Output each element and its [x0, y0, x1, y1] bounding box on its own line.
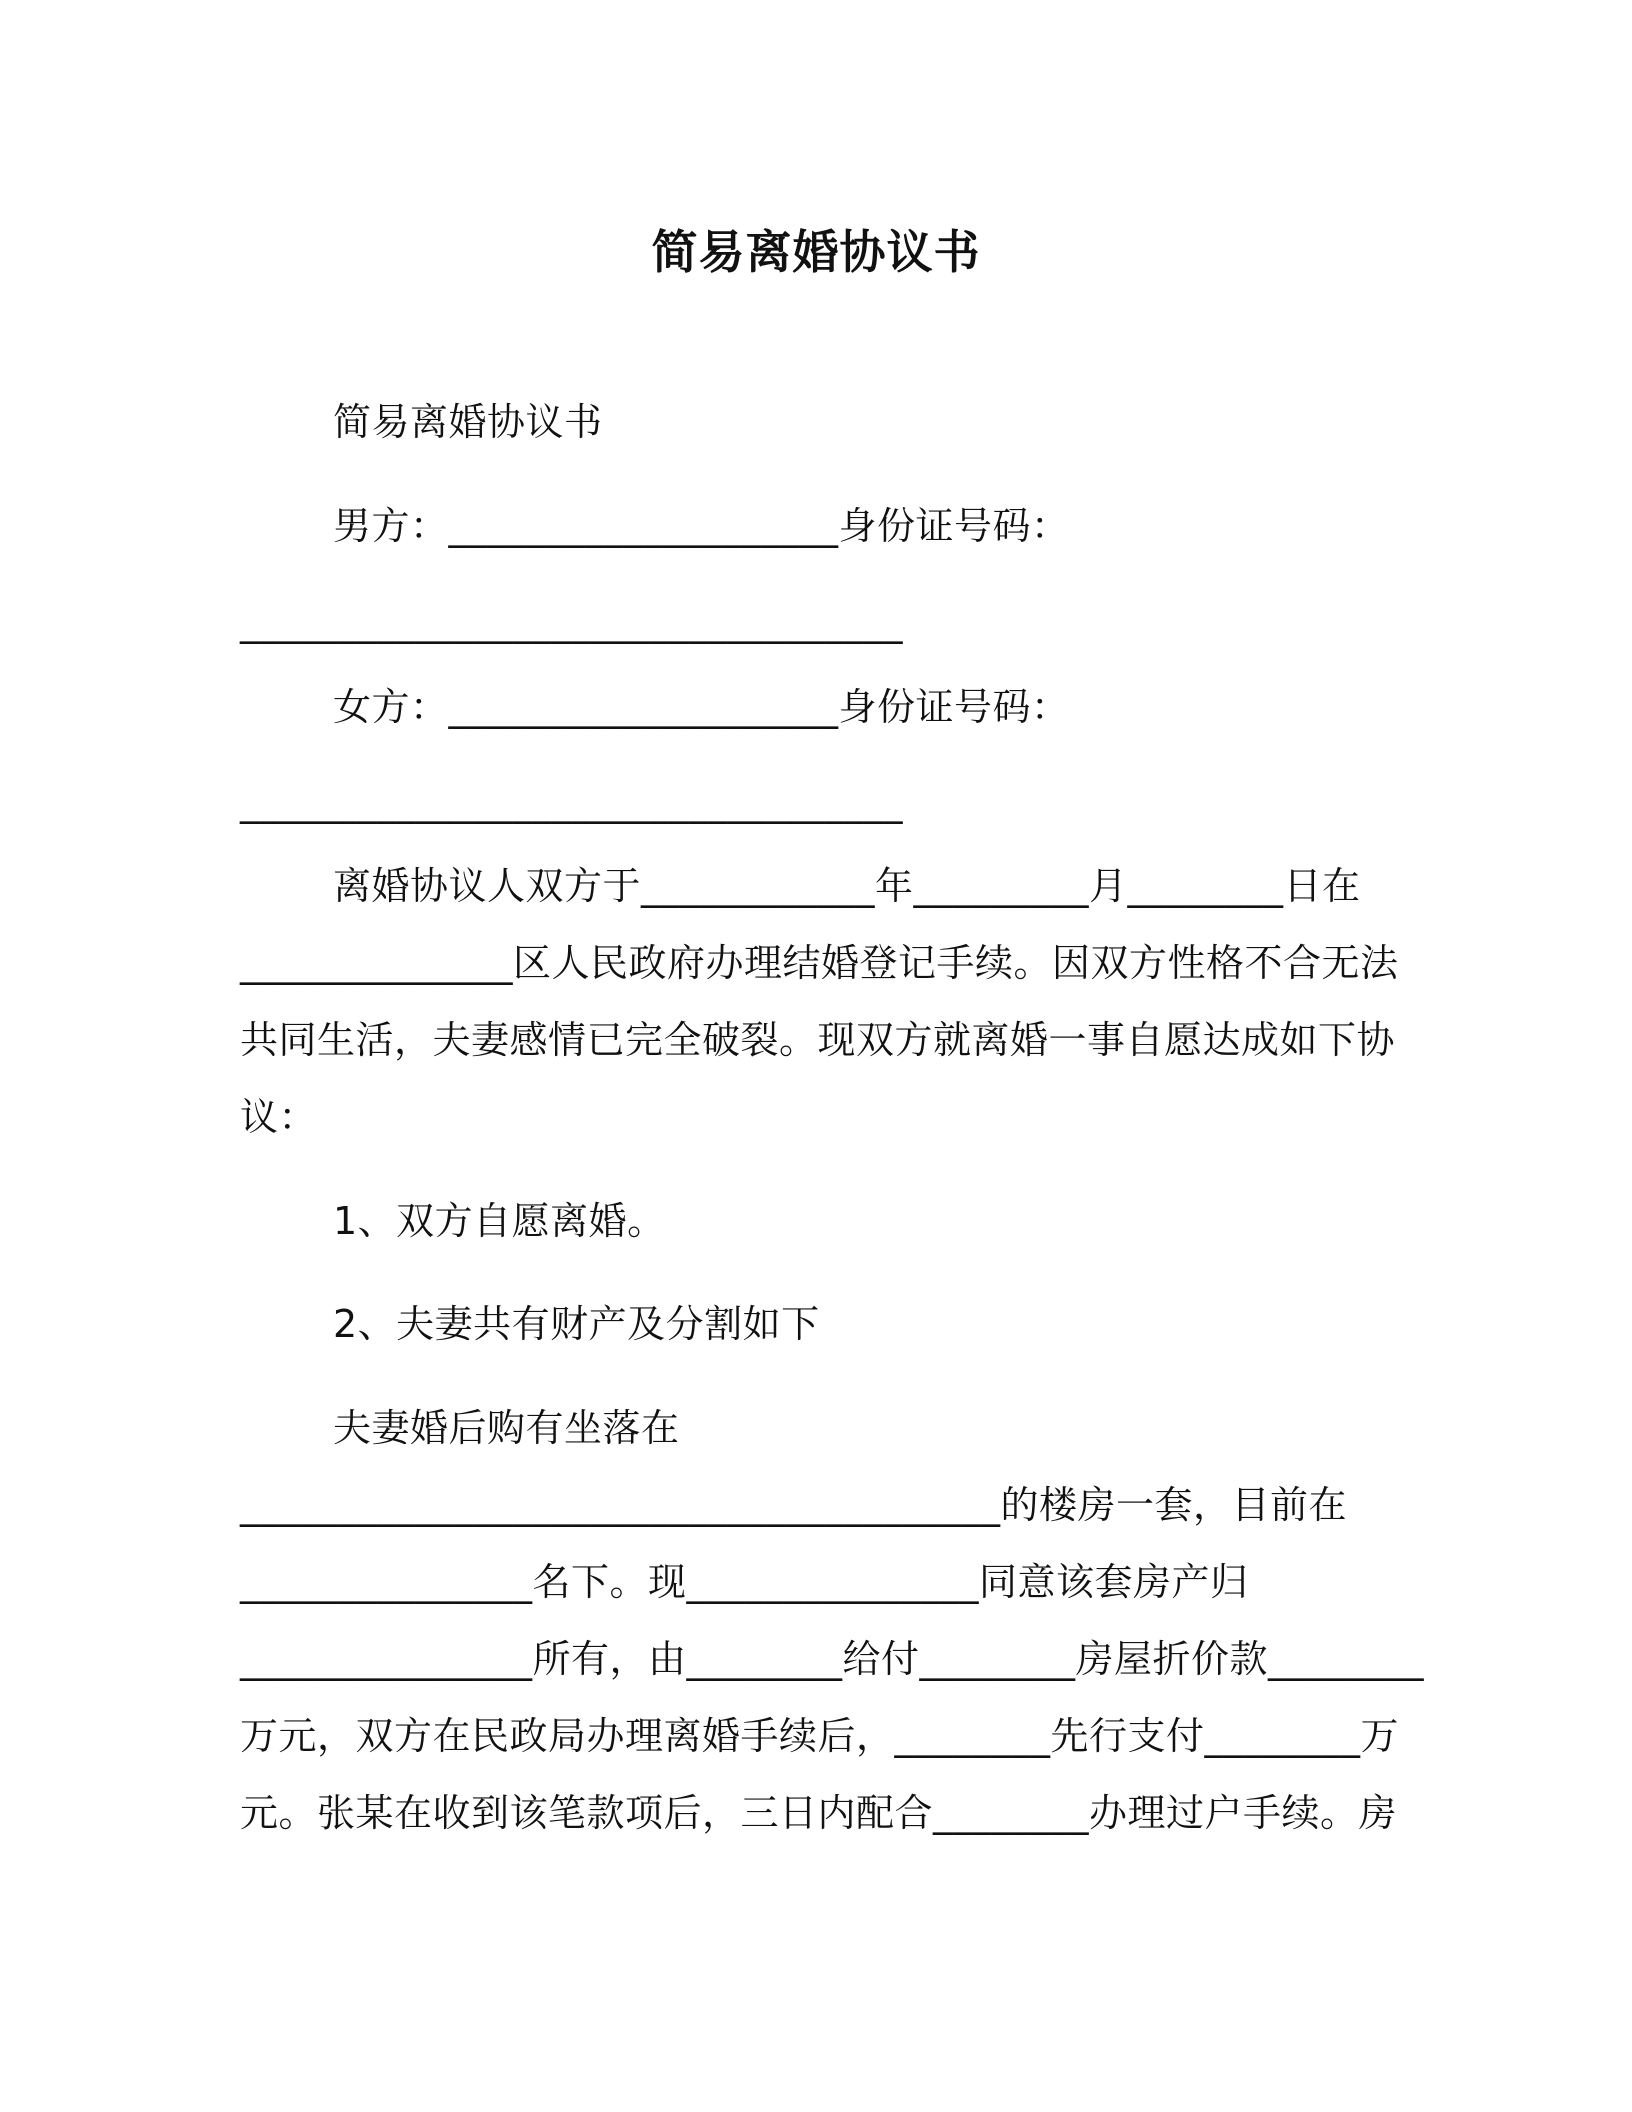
female-id-blank-line: __________________________________ — [240, 780, 903, 824]
property-paragraph-line: 元。张某在收到该笔款项后，三日内配合________办理过户手续。房 — [240, 1791, 1398, 1835]
property-paragraph-line: _______________所有，由________给付________房屋折价款________ — [240, 1637, 1425, 1681]
paragraph-line: 共同生活，夫妻感情已完全破裂。现双方就离婚一事自愿达成如下协 — [240, 1018, 1396, 1062]
male-party-line: 男方：____________________身份证号码： — [333, 504, 1070, 548]
female-party-line: 女方：____________________身份证号码： — [333, 685, 1070, 729]
male-id-blank-line: __________________________________ — [240, 600, 903, 644]
paragraph-line: 离婚协议人双方于____________年_________月________日在 — [333, 864, 1361, 908]
paragraph-line: 议： — [240, 1095, 318, 1139]
clause-1: 1、双方自愿离婚。 — [333, 1199, 666, 1243]
document-title: 简易离婚协议书 — [651, 225, 981, 279]
clause-2: 2、夫妻共有财产及分割如下 — [333, 1302, 820, 1346]
property-paragraph-line: 万元，双方在民政局办理离婚手续后，________先行支付________万 — [240, 1714, 1400, 1758]
paragraph-line: ______________区人民政府办理结婚登记手续。因双方性格不合无法 — [240, 941, 1399, 985]
property-paragraph-line: _______________________________________的楼房一套，目前在 — [240, 1483, 1348, 1527]
property-paragraph-line: 夫妻婚后购有坐落在 — [333, 1406, 680, 1450]
subtitle-line: 简易离婚协议书 — [333, 400, 603, 444]
property-paragraph-line: _______________名下。现_______________同意该套房产归 — [240, 1560, 1249, 1604]
